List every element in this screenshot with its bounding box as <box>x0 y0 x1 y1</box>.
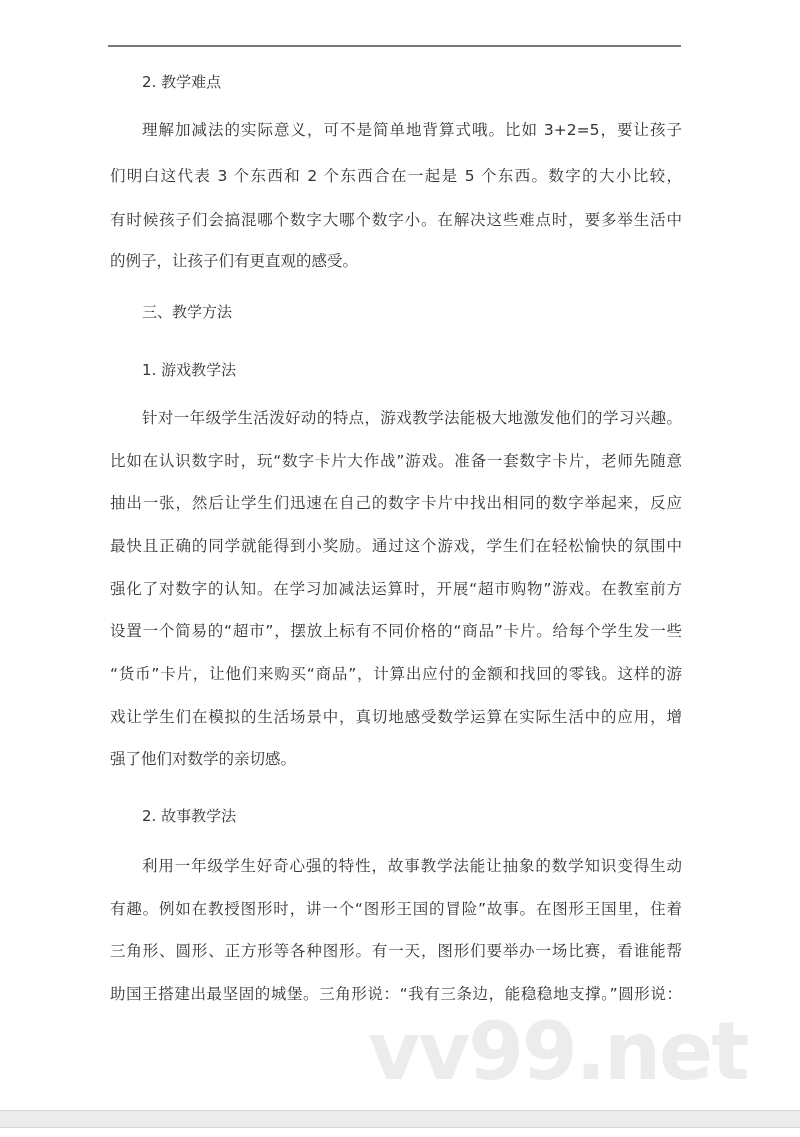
paragraph-line: 针对一年级学生活泼好动的特点，游戏教学法能极大地激发他们的学习兴趣。 <box>142 409 682 427</box>
page-separator <box>0 1110 800 1128</box>
paragraph-line: 最快且正确的同学就能得到小奖励。通过这个游戏，学生们在轻松愉快的氛围中 <box>110 537 682 555</box>
paragraph-line: 抽出一张，然后让学生们迅速在自己的数字卡片中找出相同的数字举起来，反应 <box>110 494 682 512</box>
paragraph-line: 助国王搭建出最坚固的城堡。三角形说：“我有三条边，能稳稳地支撑。”圆形说： <box>110 985 682 1003</box>
paragraph-line: 强化了对数字的认知。在学习加减法运算时，开展“超市购物”游戏。在教室前方 <box>110 580 682 598</box>
paragraph-line: 有趣。例如在教授图形时，讲一个“图形王国的冒险”故事。在图形王国里，住着 <box>110 900 682 918</box>
heading-story-method: 2. 故事教学法 <box>142 807 237 825</box>
paragraph-line: 戏让学生们在模拟的生活场景中，真切地感受数学运算在实际生活中的应用，增 <box>110 708 682 726</box>
paragraph-line: 理解加减法的实际意义，可不是简单地背算式哦。比如 3+2=5，要让孩子 <box>142 121 682 139</box>
paragraph-line: 三角形、圆形、正方形等各种图形。有一天，图形们要举办一场比赛，看谁能帮 <box>110 942 682 960</box>
paragraph-line: 比如在认识数字时，玩“数字卡片大作战”游戏。准备一套数字卡片，老师先随意 <box>110 452 682 470</box>
paragraph-line: 的例子，让孩子们有更直观的感受。 <box>110 252 359 270</box>
paragraph-line: 设置一个简易的“超市”，摆放上标有不同价格的“商品”卡片。给每个学生发一些 <box>110 622 682 640</box>
paragraph-line: 们明白这代表 3 个东西和 2 个东西合在一起是 5 个东西。数字的大小比较， <box>110 167 682 185</box>
header-rule <box>108 45 681 47</box>
paragraph-line: 强了他们对数学的亲切感。 <box>110 750 297 768</box>
watermark: vv99.net <box>368 1005 748 1098</box>
heading-teaching-methods: 三、教学方法 <box>142 303 233 321</box>
paragraph-line: “货币”卡片，让他们来购买“商品”，计算出应付的金额和找回的零钱。这样的游 <box>110 665 682 683</box>
paragraph-line: 利用一年级学生好奇心强的特性，故事教学法能让抽象的数学知识变得生动 <box>142 857 682 875</box>
paragraph-line: 有时候孩子们会搞混哪个数字大哪个数字小。在解决这些难点时，要多举生活中 <box>110 211 682 229</box>
heading-teaching-difficulty: 2. 教学难点 <box>142 73 222 91</box>
heading-game-method: 1. 游戏教学法 <box>142 361 237 379</box>
